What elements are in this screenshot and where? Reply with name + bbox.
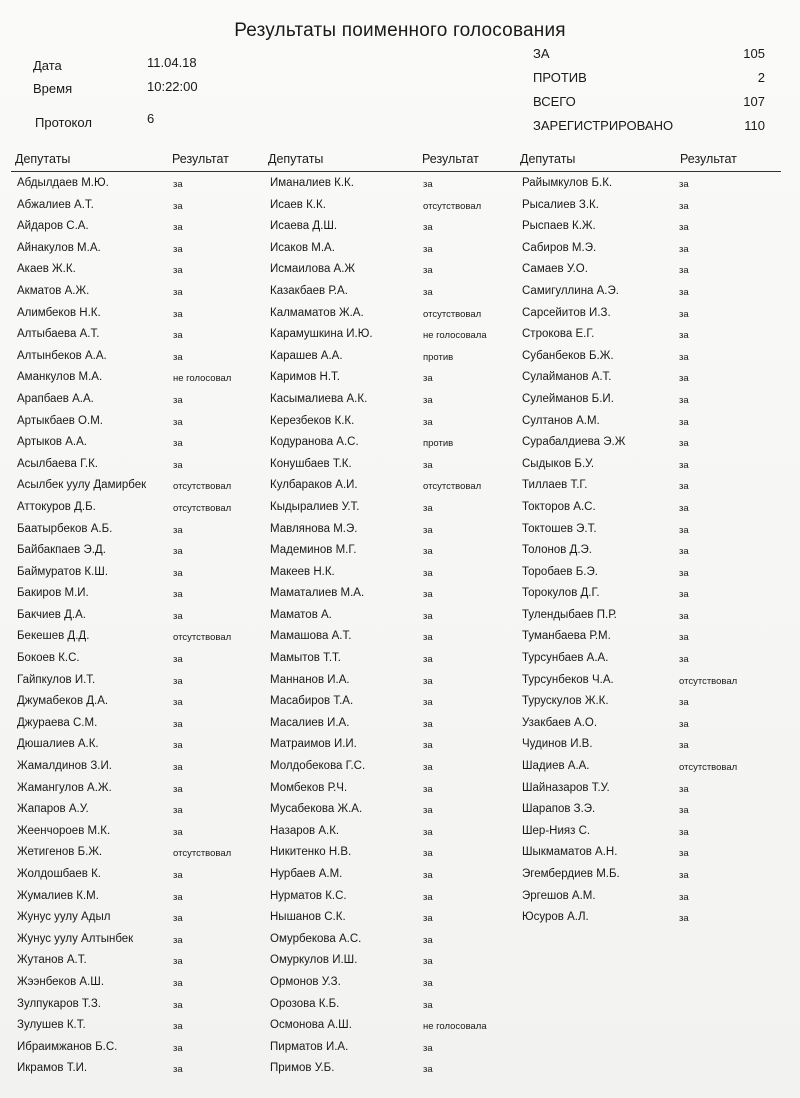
deputy-name: Осмонова А.Ш. <box>270 1019 352 1032</box>
deputy-name: Гайпкулов И.Т. <box>17 673 96 686</box>
vote-result: за <box>679 308 689 320</box>
totals-label: ВСЕГО <box>533 94 576 109</box>
vote-result: за <box>679 805 689 817</box>
deputy-name: Акаев Ж.К. <box>17 263 76 276</box>
deputy-name: Акматов А.Ж. <box>17 284 90 297</box>
vote-result: за <box>423 1042 433 1054</box>
vote-result: за <box>423 524 433 536</box>
vote-result: за <box>173 762 183 774</box>
totals-value: 105 <box>743 46 765 61</box>
vote-result: за <box>423 675 433 687</box>
deputy-name: Баатырбеков А.Б. <box>17 522 113 535</box>
vote-result: за <box>173 438 183 450</box>
deputy-name: Орозова К.Б. <box>270 997 340 1010</box>
vote-result: за <box>679 524 689 536</box>
deputy-name: Никитенко Н.В. <box>270 846 352 859</box>
deputy-name: Жолдошбаев К. <box>17 868 101 880</box>
vote-result: за <box>173 956 183 968</box>
vote-result: за <box>173 891 183 903</box>
deputy-name: Толонов Д.Э. <box>522 544 592 557</box>
vote-result: за <box>423 740 433 752</box>
deputy-name: Нурбаев А.М. <box>270 868 343 880</box>
vote-result: за <box>173 870 183 881</box>
deputy-name: Строкова Е.Г. <box>522 328 595 341</box>
deputy-name: Каримов Н.Т. <box>270 371 340 384</box>
deputies-header: Депутаты <box>520 152 576 166</box>
result-header: Результат <box>680 152 737 166</box>
vote-result: за <box>679 913 689 925</box>
deputy-name: Рысалиев З.К. <box>522 198 599 211</box>
deputy-name: Конушбаев Т.К. <box>270 457 352 470</box>
deputy-name: Маннанов И.А. <box>270 673 350 686</box>
totals-row <box>533 118 765 142</box>
deputy-name: Артыкбаев О.М. <box>17 414 103 427</box>
deputy-name: Сурабалдиева Э.Ж <box>522 436 626 449</box>
deputy-name: Турсунбаев А.А. <box>522 652 609 665</box>
date-label: Дата <box>33 58 62 73</box>
vote-result: за <box>423 783 433 795</box>
protocol-value: 6 <box>147 111 155 126</box>
vote-result: за <box>173 675 183 687</box>
deputy-name: Байбакпаев Э.Д. <box>17 544 106 557</box>
deputy-name: Жээнбеков А.Ш. <box>17 975 105 988</box>
totals-value: 110 <box>744 118 765 133</box>
vote-result: за <box>423 546 433 558</box>
totals-label: ЗА <box>533 46 550 61</box>
deputy-name: Бокоев К.С. <box>17 652 80 665</box>
vote-result: за <box>423 848 433 860</box>
deputy-name: Икрамов Т.И. <box>17 1062 88 1075</box>
deputy-name: Токторов А.С. <box>522 500 596 513</box>
totals-label: ПРОТИВ <box>533 70 587 85</box>
vote-result: за <box>173 1064 183 1076</box>
vote-result: за <box>679 740 689 752</box>
vote-result: за <box>173 1042 183 1054</box>
deputy-name: Касымалиева А.К. <box>270 392 368 405</box>
vote-result: не голосовала <box>423 1021 487 1033</box>
vote-result: за <box>679 783 689 795</box>
deputy-name: Пирматов И.А. <box>270 1040 349 1053</box>
vote-result: за <box>679 481 689 493</box>
deputy-name: Казакбаев Р.А. <box>270 284 348 297</box>
vote-result: за <box>423 805 433 817</box>
vote-result: за <box>679 373 689 385</box>
vote-result: отсутствовал <box>173 481 232 493</box>
vote-result: за <box>679 438 689 450</box>
vote-result: за <box>679 610 689 622</box>
totals-row <box>533 46 765 70</box>
vote-result: за <box>679 222 689 234</box>
vote-result: за <box>679 265 689 277</box>
vote-result: за <box>173 783 183 795</box>
vote-result: за <box>423 610 433 622</box>
deputy-name: Туманбаева Р.М. <box>522 630 611 643</box>
vote-result: за <box>423 567 433 579</box>
vote-result: за <box>423 632 433 644</box>
deputy-name: Артыков А.А. <box>17 436 87 449</box>
deputy-name: Сарсейитов И.З. <box>522 306 611 319</box>
deputy-name: Зулпукаров Т.З. <box>17 997 101 1010</box>
vote-result: за <box>423 956 433 968</box>
vote-result: отсутствовал <box>423 308 482 320</box>
vote-result: за <box>173 913 183 925</box>
totals-row <box>533 94 765 118</box>
vote-result: за <box>423 718 433 730</box>
time-label: Время <box>33 81 73 96</box>
vote-result: за <box>679 351 689 363</box>
vote-result: за <box>423 502 433 514</box>
vote-result: за <box>679 243 689 255</box>
deputy-name: Асылбек уулу Дамирбек <box>17 479 147 492</box>
deputy-name: Кулбараков А.И. <box>270 479 358 492</box>
deputy-name: Назаров А.К. <box>270 824 340 837</box>
vote-result: отсутствовал <box>173 632 232 644</box>
deputy-name: Самигуллина А.Э. <box>522 284 619 297</box>
vote-result: за <box>173 243 183 255</box>
deputy-name: Керезбеков К.К. <box>270 414 355 427</box>
vote-result: за <box>679 654 689 666</box>
vote-result: отсутствовал <box>679 762 738 774</box>
deputy-name: Бакчиев Д.А. <box>17 608 86 621</box>
vote-result: отсутствовал <box>423 200 482 212</box>
deputy-name: Иманалиев К.К. <box>270 177 354 189</box>
deputy-name: Кыдыралиев У.Т. <box>270 500 360 513</box>
vote-result: за <box>679 632 689 644</box>
column-header <box>522 150 782 170</box>
vote-result: за <box>173 546 183 558</box>
deputy-name: Макеев Н.К. <box>270 565 335 578</box>
vote-result: за <box>423 934 433 946</box>
vote-result: за <box>173 222 183 234</box>
vote-result: за <box>423 286 433 298</box>
vote-result: за <box>423 243 433 255</box>
vote-result: за <box>423 891 433 903</box>
vote-result: за <box>173 308 183 320</box>
deputy-name: Шер-Нияз С. <box>522 824 591 837</box>
deputy-name: Шарапов З.Э. <box>522 803 596 816</box>
deputy-name: Жунус уулу Алтынбек <box>17 932 134 945</box>
deputy-name: Нурматов К.С. <box>270 889 347 902</box>
vote-result: за <box>423 870 433 881</box>
vote-result: за <box>173 697 183 709</box>
vote-result: отсутствовал <box>679 675 738 687</box>
deputy-name: Сыдыков Б.У. <box>522 457 595 470</box>
deputy-name: Исмаилова А.Ж <box>270 263 356 276</box>
vote-result: за <box>423 762 433 774</box>
deputy-name: Эгембердиев М.Б. <box>522 868 620 880</box>
deputy-name: Айнакулов М.А. <box>17 241 101 254</box>
vote-result: за <box>173 416 183 428</box>
deputy-name: Аттокуров Д.Б. <box>17 500 96 513</box>
deputy-name: Бакиров М.И. <box>17 587 89 600</box>
deputy-name: Омурбекова А.С. <box>270 932 362 945</box>
deputy-name: Нышанов С.К. <box>270 911 346 924</box>
vote-result: за <box>679 826 689 838</box>
deputy-name: Зулушев К.Т. <box>17 1019 86 1032</box>
deputy-name: Рыспаев К.Ж. <box>522 220 596 233</box>
deputy-name: Субанбеков Б.Ж. <box>522 349 614 362</box>
vote-result: отсутствовал <box>423 481 482 493</box>
deputy-name: Айдаров С.А. <box>17 220 89 233</box>
deputy-name: Торокулов Д.Г. <box>522 587 600 600</box>
result-header: Результат <box>172 152 229 166</box>
vote-result: за <box>173 977 183 989</box>
deputy-name: Джураева С.М. <box>17 716 98 729</box>
deputies-column-2 <box>268 150 520 1076</box>
deputy-name: Юсуров А.Л. <box>522 911 589 924</box>
deputy-name: Асылбаева Г.К. <box>17 457 98 470</box>
deputy-name: Жеенчороев М.К. <box>17 824 111 837</box>
deputy-name: Карашев А.А. <box>270 349 343 362</box>
deputy-name: Сулейманов Б.И. <box>522 392 614 405</box>
deputy-name: Кодуранова А.С. <box>270 436 359 449</box>
deputy-name: Райымкулов Б.К. <box>522 177 613 189</box>
deputy-name: Мамашова А.Т. <box>270 630 352 643</box>
vote-result: за <box>423 1064 433 1076</box>
header-divider <box>11 171 781 172</box>
deputy-name: Молдобекова Г.С. <box>270 760 366 773</box>
vote-result: за <box>423 826 433 838</box>
deputy-name: Примов У.Б. <box>270 1062 335 1075</box>
deputy-name: Маматов А. <box>270 608 332 621</box>
date-value: 11.04.18 <box>147 55 197 70</box>
deputy-name: Исаков М.А. <box>270 241 335 254</box>
deputy-name: Дюшалиев А.К. <box>17 738 99 751</box>
vote-result: за <box>423 999 433 1011</box>
vote-result: за <box>679 416 689 428</box>
vote-result: за <box>173 740 183 752</box>
totals-value: 2 <box>757 70 765 85</box>
vote-result: за <box>423 265 433 277</box>
deputy-name: Аманкулов М.А. <box>17 371 103 384</box>
deputy-name: Матраимов И.И. <box>270 738 357 751</box>
vote-result: за <box>679 697 689 709</box>
deputy-name: Турускулов Ж.К. <box>522 695 609 708</box>
vote-result: за <box>679 200 689 212</box>
vote-result: за <box>173 826 183 838</box>
column-header <box>270 150 520 170</box>
deputy-name: Жумалиев К.М. <box>17 889 99 902</box>
deputy-name: Жамангулов А.Ж. <box>17 781 112 794</box>
vote-result: за <box>423 394 433 406</box>
vote-result: за <box>679 394 689 406</box>
vote-result: за <box>679 567 689 579</box>
time-value: 10:22:00 <box>147 79 198 94</box>
deputy-name: Мамытов Т.Т. <box>270 652 342 665</box>
vote-result: за <box>679 848 689 860</box>
vote-result: за <box>173 934 183 946</box>
deputy-name: Жутанов А.Т. <box>17 954 87 967</box>
deputy-name: Калмаматов Ж.А. <box>270 306 364 319</box>
deputy-name: Момбеков Р.Ч. <box>270 781 348 794</box>
vote-result: за <box>173 179 183 190</box>
deputy-name: Самаев У.О. <box>522 263 588 276</box>
deputy-name: Абжалиев А.Т. <box>17 198 94 211</box>
vote-result: за <box>679 718 689 730</box>
vote-result: за <box>173 589 183 601</box>
vote-result: за <box>679 502 689 514</box>
deputy-name: Узакбаев А.О. <box>522 716 598 729</box>
deputy-name: Торобаев Б.Э. <box>522 565 598 578</box>
deputy-name: Жунус уулу Адыл <box>17 911 111 924</box>
vote-result: за <box>173 805 183 817</box>
deputy-name: Мавлянова М.Э. <box>270 522 358 535</box>
vote-result: за <box>423 589 433 601</box>
vote-result: за <box>173 567 183 579</box>
vote-result: за <box>173 351 183 363</box>
deputies-header: Депутаты <box>268 152 324 166</box>
deputy-name: Жапаров А.У. <box>17 803 89 816</box>
vote-result: за <box>679 546 689 558</box>
vote-result: за <box>173 459 183 471</box>
vote-result: за <box>173 1021 183 1033</box>
deputy-name: Ибраимжанов Б.С. <box>17 1040 118 1053</box>
vote-result: за <box>679 179 689 190</box>
totals-label: ЗАРЕГИСТРИРОВАНО <box>533 118 674 133</box>
vote-result: за <box>679 459 689 471</box>
deputy-name: Тиллаев Т.Г. <box>522 479 588 492</box>
result-header: Результат <box>422 152 479 166</box>
vote-result: за <box>173 999 183 1011</box>
vote-result: не голосовала <box>423 330 487 342</box>
deputy-name: Арапбаев А.А. <box>17 392 94 405</box>
deputy-name: Чудинов И.В. <box>522 738 593 751</box>
deputy-name: Баймуратов К.Ш. <box>17 565 109 578</box>
deputy-name: Султанов А.М. <box>522 414 600 427</box>
deputy-name: Исаев К.К. <box>270 198 326 211</box>
vote-result: за <box>423 459 433 471</box>
deputy-name: Алтынбеков А.А. <box>17 349 107 362</box>
vote-result: за <box>423 416 433 428</box>
vote-result: за <box>173 286 183 298</box>
vote-result: за <box>173 394 183 406</box>
deputy-name: Омуркулов И.Ш. <box>270 954 358 967</box>
deputy-name: Масалиев И.А. <box>270 716 350 729</box>
page-title: Результаты поименного голосования <box>234 20 566 41</box>
vote-result: отсутствовал <box>173 502 232 514</box>
deputy-name: Жамалдинов З.И. <box>17 760 112 773</box>
deputy-name: Сулайманов А.Т. <box>522 371 612 384</box>
deputy-name: Алтыбаева А.Т. <box>17 328 100 341</box>
deputy-name: Маматалиев М.А. <box>270 587 365 600</box>
deputy-name: Тулендыбаев П.Р. <box>522 608 617 621</box>
vote-result: за <box>173 654 183 666</box>
deputy-name: Турсунбеков Ч.А. <box>522 673 614 686</box>
vote-result: за <box>423 222 433 234</box>
vote-result: не голосовал <box>173 373 232 385</box>
vote-result: за <box>173 200 183 212</box>
deputies-header: Депутаты <box>15 152 71 166</box>
vote-result: за <box>423 654 433 666</box>
deputy-name: Ормонов У.З. <box>270 975 341 988</box>
vote-result: за <box>423 373 433 385</box>
vote-result: за <box>679 286 689 298</box>
vote-result: за <box>679 891 689 903</box>
totals-value: 107 <box>743 94 765 109</box>
vote-result: за <box>173 718 183 730</box>
vote-result: за <box>423 913 433 925</box>
deputy-name: Мусабекова Ж.А. <box>270 803 363 816</box>
vote-result: за <box>423 977 433 989</box>
deputy-name: Шайназаров Т.У. <box>522 781 610 794</box>
vote-result: за <box>423 697 433 709</box>
column-header <box>17 150 267 170</box>
vote-result: отсутствовал <box>173 848 232 860</box>
vote-result: за <box>423 179 433 190</box>
vote-result: за <box>173 524 183 536</box>
deputy-name: Исаева Д.Ш. <box>270 220 338 233</box>
deputy-name: Джумабеков Д.А. <box>17 695 109 708</box>
deputy-name: Токтошев Э.Т. <box>522 522 597 535</box>
deputy-name: Алимбеков Н.К. <box>17 306 101 319</box>
vote-result: за <box>679 589 689 601</box>
deputy-name: Эргешов А.М. <box>522 889 596 902</box>
deputy-name: Сабиров М.Э. <box>522 241 597 254</box>
protocol-label: Протокол <box>35 115 92 130</box>
deputy-name: Масабиров Т.А. <box>270 695 354 708</box>
vote-result: за <box>173 265 183 277</box>
vote-result: за <box>679 870 689 881</box>
vote-result: за <box>173 330 183 342</box>
deputy-name: Жетигенов Б.Ж. <box>17 846 103 859</box>
vote-result: за <box>679 330 689 342</box>
deputy-name: Бекешев Д.Д. <box>17 630 90 643</box>
deputy-name: Шадиев А.А. <box>522 760 590 773</box>
deputy-name: Карамушкина И.Ю. <box>270 328 373 341</box>
totals-block <box>533 46 765 142</box>
vote-result: против <box>423 438 454 450</box>
deputy-name: Абдылдаев М.Ю. <box>17 177 109 189</box>
vote-result: за <box>173 610 183 622</box>
deputy-name: Мадеминов М.Г. <box>270 544 357 557</box>
vote-result: против <box>423 351 454 363</box>
deputy-name: Шыкмаматов А.Н. <box>522 846 618 859</box>
deputies-column-3 <box>520 150 782 925</box>
totals-row <box>533 70 765 94</box>
deputies-column-1 <box>15 150 267 1076</box>
